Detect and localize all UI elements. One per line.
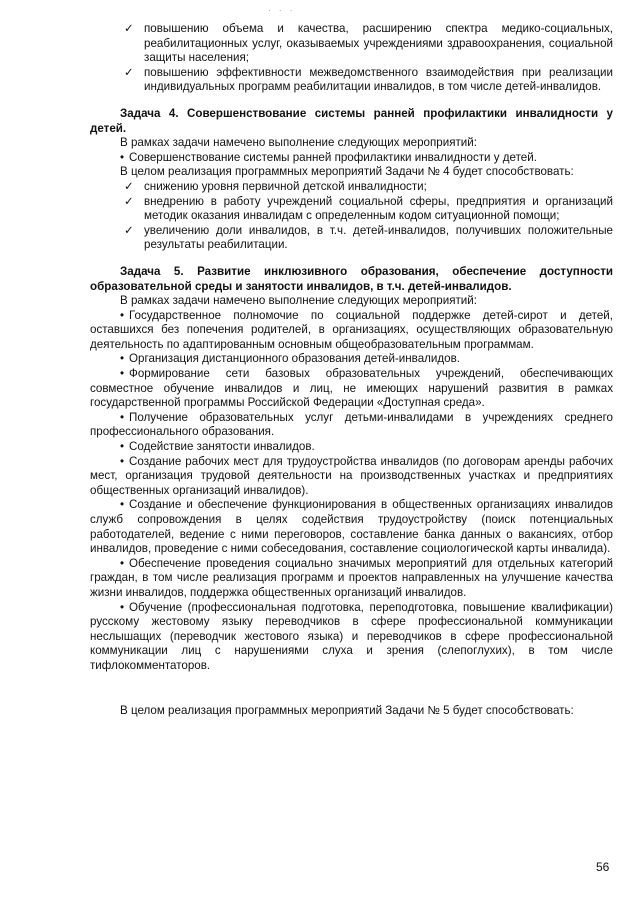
checkmark-icon: ✓	[124, 22, 134, 35]
task5-bullet: • Обеспечение проведения социально значимых мероприятий для отдельных категорий граждан, в том числе реализация программ и проектов направленных на улучшение качества жизни инвалидов, поддержка общественных организаций инвалидов.	[90, 556, 613, 599]
bullet-icon: •	[120, 600, 125, 614]
document-page	[90, 22, 613, 718]
bullet-icon: •	[120, 556, 125, 570]
task4-outcome-item: ✓ снижению уровня первичной детской инвалидности;	[124, 179, 427, 193]
task5-intro: В рамках задачи намечено выполнение следующих мероприятий:	[120, 294, 477, 308]
task5-bullet: • Создание и обеспечение функционирования в общественных организациях инвалидов служб сопровождения в целях содействия трудоустройству (поиск потенциальных работодателей, ведение с ними переговоров, составление банка данных о вакансиях, отбор инвалидов, проведение с ними собеседования, составление социологической карты инвалида).	[90, 498, 613, 556]
bullet-icon: •	[120, 410, 125, 424]
scan-artifact: · · ·	[268, 6, 296, 15]
task4-bullet: • Совершенствование системы ранней профилактики инвалидности у детей.	[120, 150, 537, 164]
top-check-item	[120, 66, 613, 95]
checkmark-icon: ✓	[124, 179, 134, 193]
task5-bullet: • Формирование сети базовых образовательных учреждений, обеспечивающих совместное обучение инвалидов и лиц, не имеющих нарушений развития в рамках государственной программы Российской Федерации «Доступная среда».	[90, 367, 613, 410]
check-text: повышению объема и качества, расширению спектра медико-социальных, реабилитационных услуг, оказываемых учреждениями здравоохранения, социальной защиты населения;	[144, 22, 613, 65]
bullet-icon: •	[120, 498, 125, 512]
task5-heading: Задача 5. Развитие инклюзивного образования, обеспечение доступности образовательной среды и занятости инвалидов, в т.ч. детей-инвалидов.	[90, 264, 613, 293]
page-number: 56	[596, 860, 610, 874]
task5-bullet: • Государственное полномочие по социальной поддержке детей-сирот и детей, оставшихся без попечения родителей, в организациях, осуществляющих образовательную деятельность по адаптированным основным общеобразовательным программам.	[90, 308, 613, 351]
top-check-item	[120, 22, 613, 66]
task5-outcome-intro: В целом реализация программных мероприятий Задачи № 5 будет способствовать:	[120, 703, 574, 717]
task5-bullet: • Получение образовательных услуг детьми-инвалидами в учреждениях среднего профессионального образования.	[90, 410, 613, 439]
checkmark-icon: ✓	[124, 194, 134, 208]
check-text: повышению эффективности межведомственного взаимодействия при реализации индивидуальных программ реабилитации инвалидов, в том числе детей-инвалидов.	[144, 65, 613, 94]
bullet-icon: •	[120, 150, 125, 164]
task4-outcome-item: ✓ увеличению доли инвалидов, в т.ч. детей-инвалидов, получивших положительные результаты реабилитации.	[124, 223, 613, 252]
checkmark-icon: ✓	[124, 65, 134, 79]
bullet-icon: •	[120, 367, 125, 381]
bullet-icon: •	[120, 454, 125, 468]
task4-intro: В рамках задачи намечено выполнение следующих мероприятий:	[120, 136, 477, 150]
task5-bullet: • Создание рабочих мест для трудоустройства инвалидов (по договорам аренды рабочих мест, организация трудовой деятельности на производственных участках и предприятиях общественных организаций инвалидов).	[90, 454, 613, 497]
task5-bullet: • Содействие занятости инвалидов.	[120, 440, 315, 454]
task4-outcome-intro: В целом реализация программных мероприятий Задачи № 4 будет способствовать:	[120, 165, 574, 179]
task5-bullet: • Обучение (профессиональная подготовка, переподготовка, повышение квалификации) русскому жестовому языку переводчиков в сфере профессиональной коммуникации неслышащих (переводчик жестового языка) и переводчиков в сфере профессиональной коммуникации лиц с нарушениями слуха и зрения (слепоглухих), в том числе тифлокомментаторов.	[90, 600, 613, 672]
checkmark-icon: ✓	[124, 223, 134, 237]
bullet-icon: •	[120, 308, 125, 322]
task5-bullet: • Организация дистанционного образования детей-инвалидов.	[120, 352, 460, 366]
bullet-icon: •	[120, 440, 125, 454]
task4-heading: Задача 4. Совершенствование системы ранней профилактики инвалидности у детей.	[90, 106, 613, 135]
task4-outcome-item: ✓ внедрению в работу учреждений социальной сферы, предприятия и организаций методик оказания инвалидам с определенным кодом ситуационной помощи;	[124, 194, 613, 223]
bullet-icon: •	[120, 352, 125, 366]
